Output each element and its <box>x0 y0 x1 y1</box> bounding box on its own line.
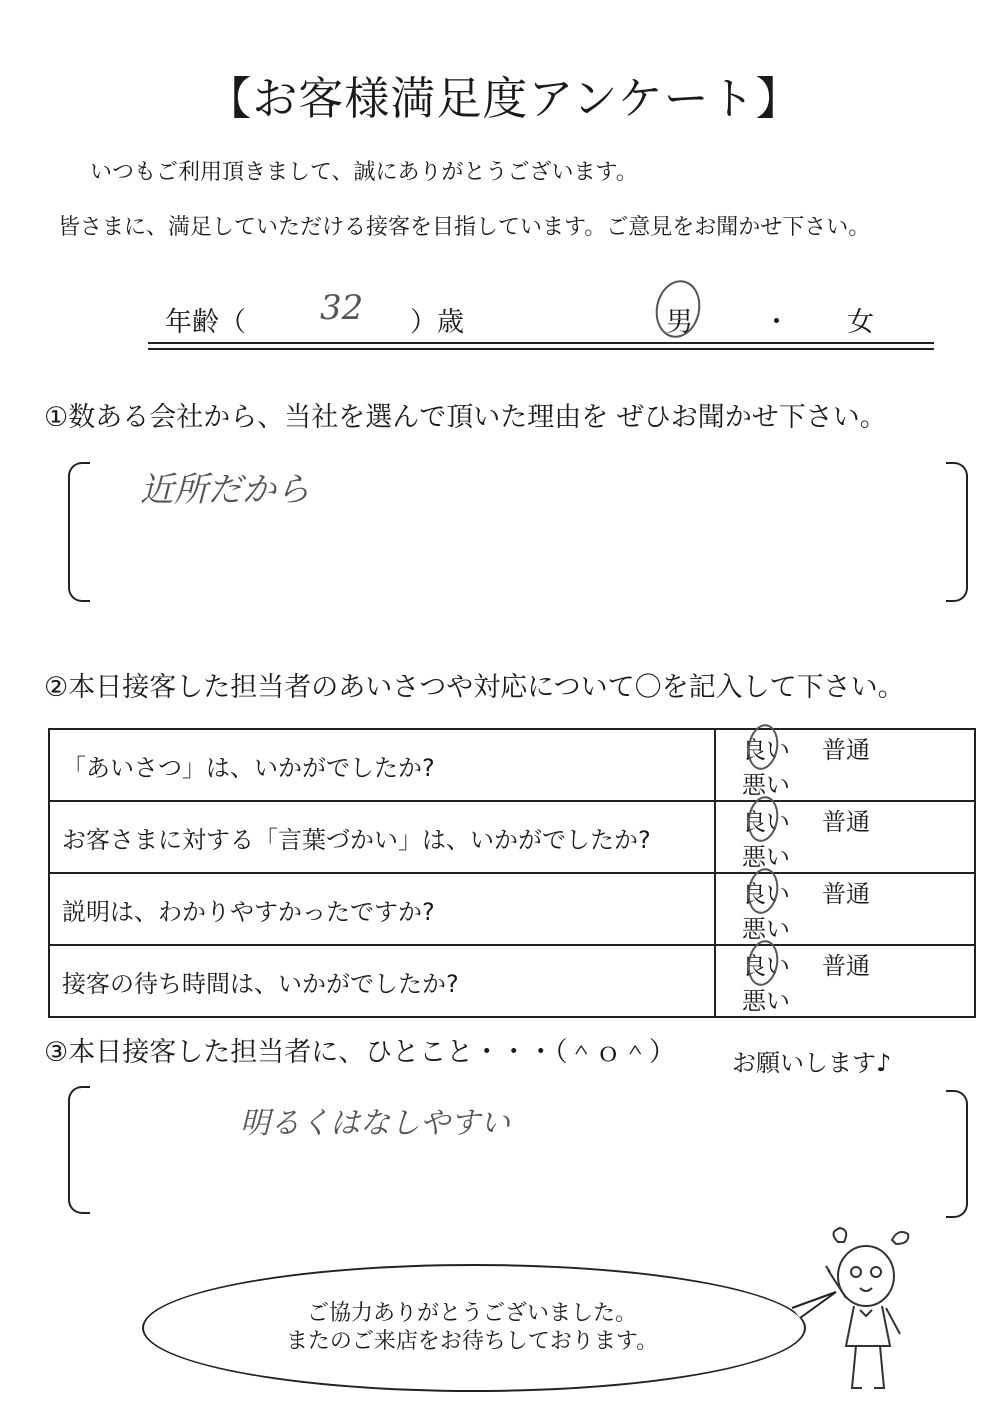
rating-options <box>715 873 975 945</box>
gender-separator: ・ <box>763 307 790 338</box>
rating-option[interactable]: 良い <box>726 874 806 909</box>
rating-option[interactable]: 悪い <box>742 987 790 1015</box>
gender-selection-mark <box>650 276 705 342</box>
closing-line-1: ご協力ありがとうございました。 <box>306 1301 637 1326</box>
q3-answer[interactable]: 明るくはなしやすい <box>240 1106 510 1141</box>
rating-option[interactable]: 普通 <box>822 808 870 836</box>
profile-underline <box>148 342 934 350</box>
rating-row <box>49 729 975 801</box>
intro-line-1: いつもご利用頂きまして、誠にありがとうございます。 <box>90 160 638 185</box>
age-label: 年齢（ <box>165 307 246 338</box>
rating-options <box>715 945 975 1017</box>
rating-question: 接客の待ち時間は、いかがでしたか? <box>49 945 715 1017</box>
q1-bracket-right <box>946 462 968 602</box>
rating-option[interactable]: 良い <box>726 730 806 765</box>
page-title: 【お客様満足度アンケート】 <box>206 72 802 125</box>
rating-table <box>48 728 976 1018</box>
rating-row <box>49 873 975 945</box>
q3-bracket-left <box>68 1086 90 1214</box>
rating-option[interactable]: 普通 <box>822 736 870 764</box>
rating-option[interactable]: 普通 <box>822 952 870 980</box>
mascot-illustration <box>818 1222 918 1422</box>
rating-options <box>715 801 975 873</box>
gender-male[interactable]: 男 <box>666 307 693 338</box>
q3-request: お願いします♪ <box>732 1049 892 1077</box>
rating-row <box>49 945 975 1017</box>
q1-title: ①数ある会社から、当社を選んで頂いた理由を ぜひお聞かせ下さい。 <box>44 402 887 433</box>
rating-options <box>715 729 975 801</box>
age-suffix: ）歳 <box>410 307 464 338</box>
rating-option[interactable]: 普通 <box>822 880 870 908</box>
q1-bracket-left <box>68 462 90 602</box>
rating-question: 説明は、わかりやすかったですか? <box>49 873 715 945</box>
q1-answer[interactable]: 近所だから <box>140 470 310 510</box>
rating-option[interactable]: 悪い <box>742 771 790 799</box>
rating-option[interactable]: 悪い <box>742 843 790 871</box>
q3-title: ③本日接客した担当者に、ひとこと・・・（＾ｏ＾） <box>44 1037 676 1068</box>
age-value[interactable]: 32 <box>320 288 364 328</box>
closing-line-2: またのご来店をお待ちしております。 <box>285 1329 659 1354</box>
intro-line-2: 皆さまに、満足していただける接客を目指しています。ご意見をお聞かせ下さい。 <box>58 215 871 240</box>
rating-question: 「あいさつ」は、いかがでしたか? <box>49 729 715 801</box>
gender-female[interactable]: 女 <box>847 307 874 338</box>
q2-title: ②本日接客した担当者のあいさつや対応について〇を記入して下さい。 <box>44 672 905 703</box>
rating-row <box>49 801 975 873</box>
rating-option[interactable]: 良い <box>726 802 806 837</box>
rating-question: お客さまに対する「言葉づかい」は、いかがでしたか? <box>49 801 715 873</box>
q3-bracket-right <box>946 1090 968 1218</box>
rating-option[interactable]: 悪い <box>742 915 790 943</box>
rating-option[interactable]: 良い <box>726 946 806 981</box>
